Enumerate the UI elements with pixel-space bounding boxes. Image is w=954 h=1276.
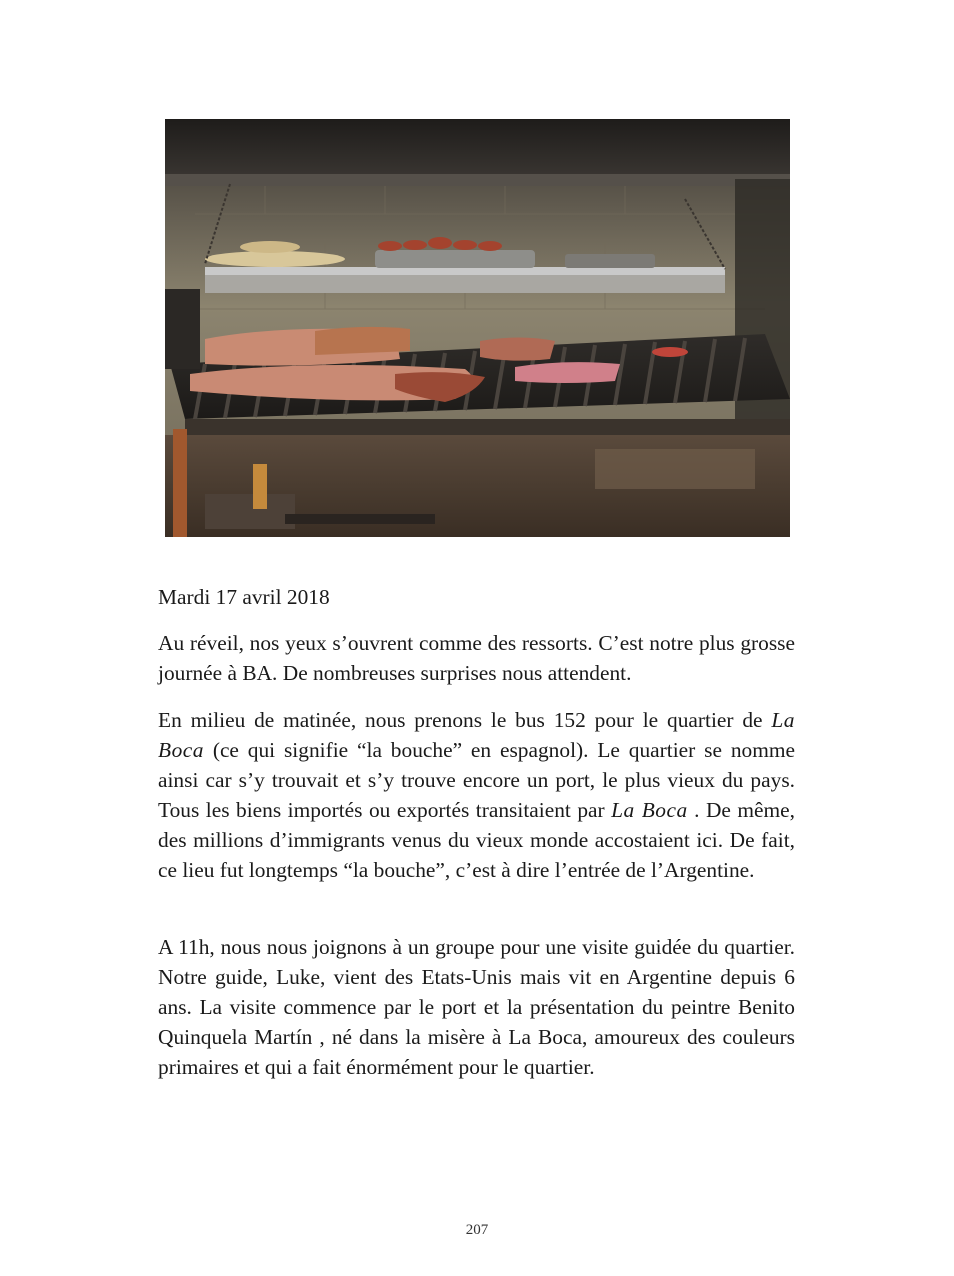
paragraph-2-text-a: En milieu de matinée, nous prenons le bus 152 pour le quartier de xyxy=(158,708,772,732)
paragraph-2-text-b: (ce qui signifie “la bouche” en espagnol). Le quartier se nomme ainsi car s’y trouvait et s’y trouve encore un port, le plus vieux du pays. Tous les biens importés ou exportés transitaient par xyxy=(158,738,795,822)
paragraph-2-text-c: . De même, des millions d’immigrants venus du vieux monde accostaient ici. De fait, ce lieu fut longtemps “la bouche”, c’est à dire l’entrée de l’Argentine. xyxy=(158,798,796,882)
page-number: 207 xyxy=(465,1222,489,1238)
grill-photo xyxy=(165,119,790,537)
place-name-la-boca: La Boca xyxy=(158,708,795,762)
paragraph-2 xyxy=(158,705,795,885)
paragraph-1: Au réveil, nos yeux s’ouvrent comme des ressorts. C’est notre plus grosse journée à BA. De nombreuses surprises nous attendent. xyxy=(158,631,795,685)
place-name-la-boca-2: La Boca xyxy=(611,798,688,822)
entry-date: Mardi 17 avril 2018 xyxy=(158,585,330,609)
paragraph-3: A 11h, nous nous joignons à un groupe pour une visite guidée du quartier. Notre guide, Luke, vient des Etats-Unis mais vit en Argentine depuis 6 ans. La visite commence par le port et la présentation du peintre Benito Quinquela Martín , né dans la misère à La Boca, amoureux des couleurs primaires et qui a fait énormément pour le quartier. xyxy=(158,935,795,1079)
grill-illustration xyxy=(165,119,790,537)
